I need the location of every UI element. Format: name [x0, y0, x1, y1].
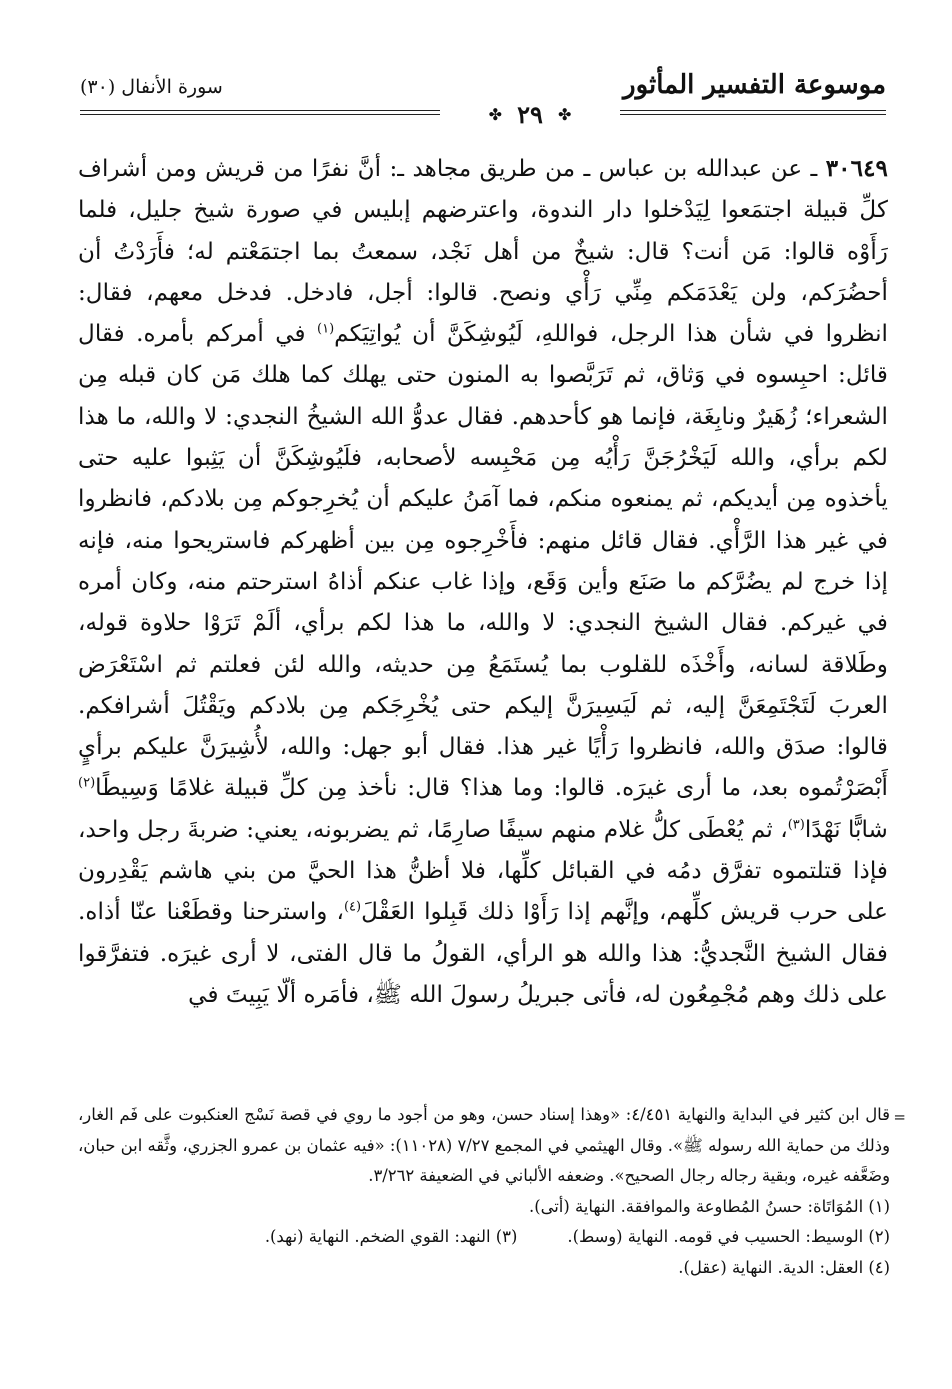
footnote-4: (٤) العقل: الدية. النهاية (عقل). [678, 1257, 890, 1277]
text-line: قتلتموه تفرَّق دمُه في القبائل كلِّها، فلا أظنُّ هذا الحيَّ من بني هاشم يَقْدِرون على [78, 857, 888, 926]
page-number: ٢٩ [517, 100, 543, 129]
page-header [80, 66, 886, 128]
text-line: له؛ فأَرَدْتُ أن أحضُرَكم، ولن يَعْدَمَكم مِنِّي رَأْي ونصح. قالوا: أجل، فادخل. [78, 237, 889, 306]
text-line: فدخل معهم، فقال: انظروا في شأن هذا الرجل، فواللهِ، لَيُوشِكَنَّ أن يُواتِيَكم [78, 278, 888, 348]
text-line: النجدي: لا والله، ما هذا لكم برأي، ألَمْ تَرَوْا حلاوة قوله، وطَلاقة لسانه، وأَخْذَه [78, 609, 888, 678]
footnote-continuation [78, 1100, 906, 1192]
footnote-1: (١) المُوَاتَاة: حسنُ المُطاوعة والموافقة. النهاية (أتى). [528, 1196, 890, 1216]
text-line: يُعْطَى كلُّ غلام منهم سيفًا صارِمًا، ثم يضربونه، يعني: ضربةَ رجل واحد، فإذا [78, 815, 888, 885]
text-line: الشيخُ النجدي: لا والله، ما هذا لكم برأي، والله لَيَخْرُجَنَّ رَأْيُه مِن مَحْبِسه [78, 402, 888, 472]
narration-paragraph [78, 148, 888, 1015]
book-title: موسوعة التفسير المأثور [623, 70, 886, 100]
text-line: جليل، فلما رَأَوْه قالوا: مَن أنت؟ قال: شيخٌ من أهل نَجْد، سمعتُ بما اجتمَعْتم [78, 196, 888, 265]
text-line: فأَخْرِجوه مِن بين أظهركم فاستريحوا منه، فإنه إذا خرج لم يضُرَّكم ما صَنَع وأين [78, 526, 889, 595]
footnote-3: (٣) النهد: القوي الضخم. النهاية (نهد). [264, 1227, 518, 1246]
text-line: فتفرَّقوا على ذلك وهم مُجْمِعُون له، فأتى جبريلُ رسولَ الله ﷺ، فأمَره ألّا يَبِيتَ في [78, 939, 888, 1008]
footnote-ref: (٣) [787, 817, 805, 833]
text-line: في أمركم بأمره. فقال قائل: احبِسوه في وَثاق، ثم تَرَبَّصوا به المنون حتى يهلك كما [78, 320, 888, 389]
text-line: حرب قريش كلِّهم، وإنَّهم إذا رَأَوْا ذلك قَبِلوا العَقْلَ [361, 898, 839, 926]
footnote-ref: (٤) [343, 899, 362, 915]
main-text [78, 148, 888, 1015]
text-line: ـ عن عبدالله بن عباس ـ من طريق مجاهد ـ: أنَّ نفرًا من قريش ومن [155, 155, 818, 182]
narration-number: ٣٠٦٤٩ [825, 155, 888, 182]
text-line: لأصحابه، فلَيُوشِكَنَّ أن يَثِبوا عليه حتى يأخذوه مِن أيديكم، ثم يمنعوه منكم، فما [78, 444, 889, 513]
text-line: غيرَه. قالوا: وما هذا؟ قال: نأخذ مِن كلِّ قبيلة غلامًا وَسِيطًا [95, 774, 667, 802]
text-fragment: شابًّا نَهْدًا [804, 815, 888, 843]
text-line: فقال الشيخ النَّجديُّ: هذا والله هو الرأي، القولُ ما قال الفتى، لا أرى غيرَه. [159, 939, 888, 967]
footnote-2: (٢) الوسيط: الحسيب في قومه. النهاية (وسط). [567, 1227, 890, 1246]
text-line: وَقَع، وإذا غاب عنكم أذاهُ استرحتم منه، وكان أمره في غيركم. فقال الشيخ [78, 567, 889, 637]
text-line: لَيَسِيرَنَّ إليكم حتى يُخْرِجَكم مِن بلادكم ويَقْتُلَ أشرافكم. قالوا: صدَق والله، فانظروا [78, 691, 888, 761]
text-line: هلك مَن كان قبله مِن الشعراء؛ زُهَيرٌ ونابِغَة، فإنما هو كأحدهم. فقال عدوُّ الله [78, 361, 888, 430]
page-number-box [440, 100, 620, 128]
text-line: رَأْيًا غير هذا. فقال أبو جهل: والله، لأُشِيرَنَّ عليكم برأيٍ أَبْصَرْتُموه بعد، ما أرى [78, 733, 889, 802]
surah-title: سورة الأنفال (٣٠) [80, 76, 223, 98]
ornament-icon: ✤ [488, 105, 503, 124]
footnote-ref: (١) [317, 321, 335, 337]
text-line: أشراف كلِّ قبيلة اجتمَعوا لِيَدْخلوا دار الندوة، واعترضهم إبليس في صورة شيخ [78, 155, 889, 224]
continuation-mark: = [893, 1108, 906, 1126]
footnote-row [78, 1222, 890, 1253]
text-line: آمَنُ عليكم أن يُخرِجوكم مِن بلادكم، فانظروا في غير هذا الرَّأْي. فقال قائل منهم: [78, 485, 889, 554]
text-fragment: ، واسترحنا وقطَعْنا عنّا أذاه. [78, 898, 344, 926]
text-line: للقلوب بما يُستَمَعُ مِن حديثه، والله لئن فعلتم ثم اسْتَعْرَض العربَ لَتَجْتَمِعَنَّ إليه، ثم [78, 650, 888, 719]
ornament-icon: ✤ [557, 105, 572, 124]
footnote-ref: (٢) [78, 775, 96, 791]
text-fragment: ، ثم [750, 815, 788, 843]
footnotes [78, 1100, 906, 1283]
footnote-continuation-text: قال ابن كثير في البداية والنهاية ٤/٤٥١: «وهذا إسناد حسن، وهو من أجود ما روي في قصة نَسْج العنكبوت على فَم الغار، وذلك من حماية الله رسوله ﷺ». وقال الهيثمي في المجمع ٧/٢٧ (١١٠٢٨): «فيه عثمان بن عمرو الجزري، وثَّقه ابن حبان، وضَعَّفه غيره، وبقية رجاله رجال الصحيح». وضعفه الألباني في الضعيفة ٣/٢٦٢. [78, 1105, 891, 1185]
